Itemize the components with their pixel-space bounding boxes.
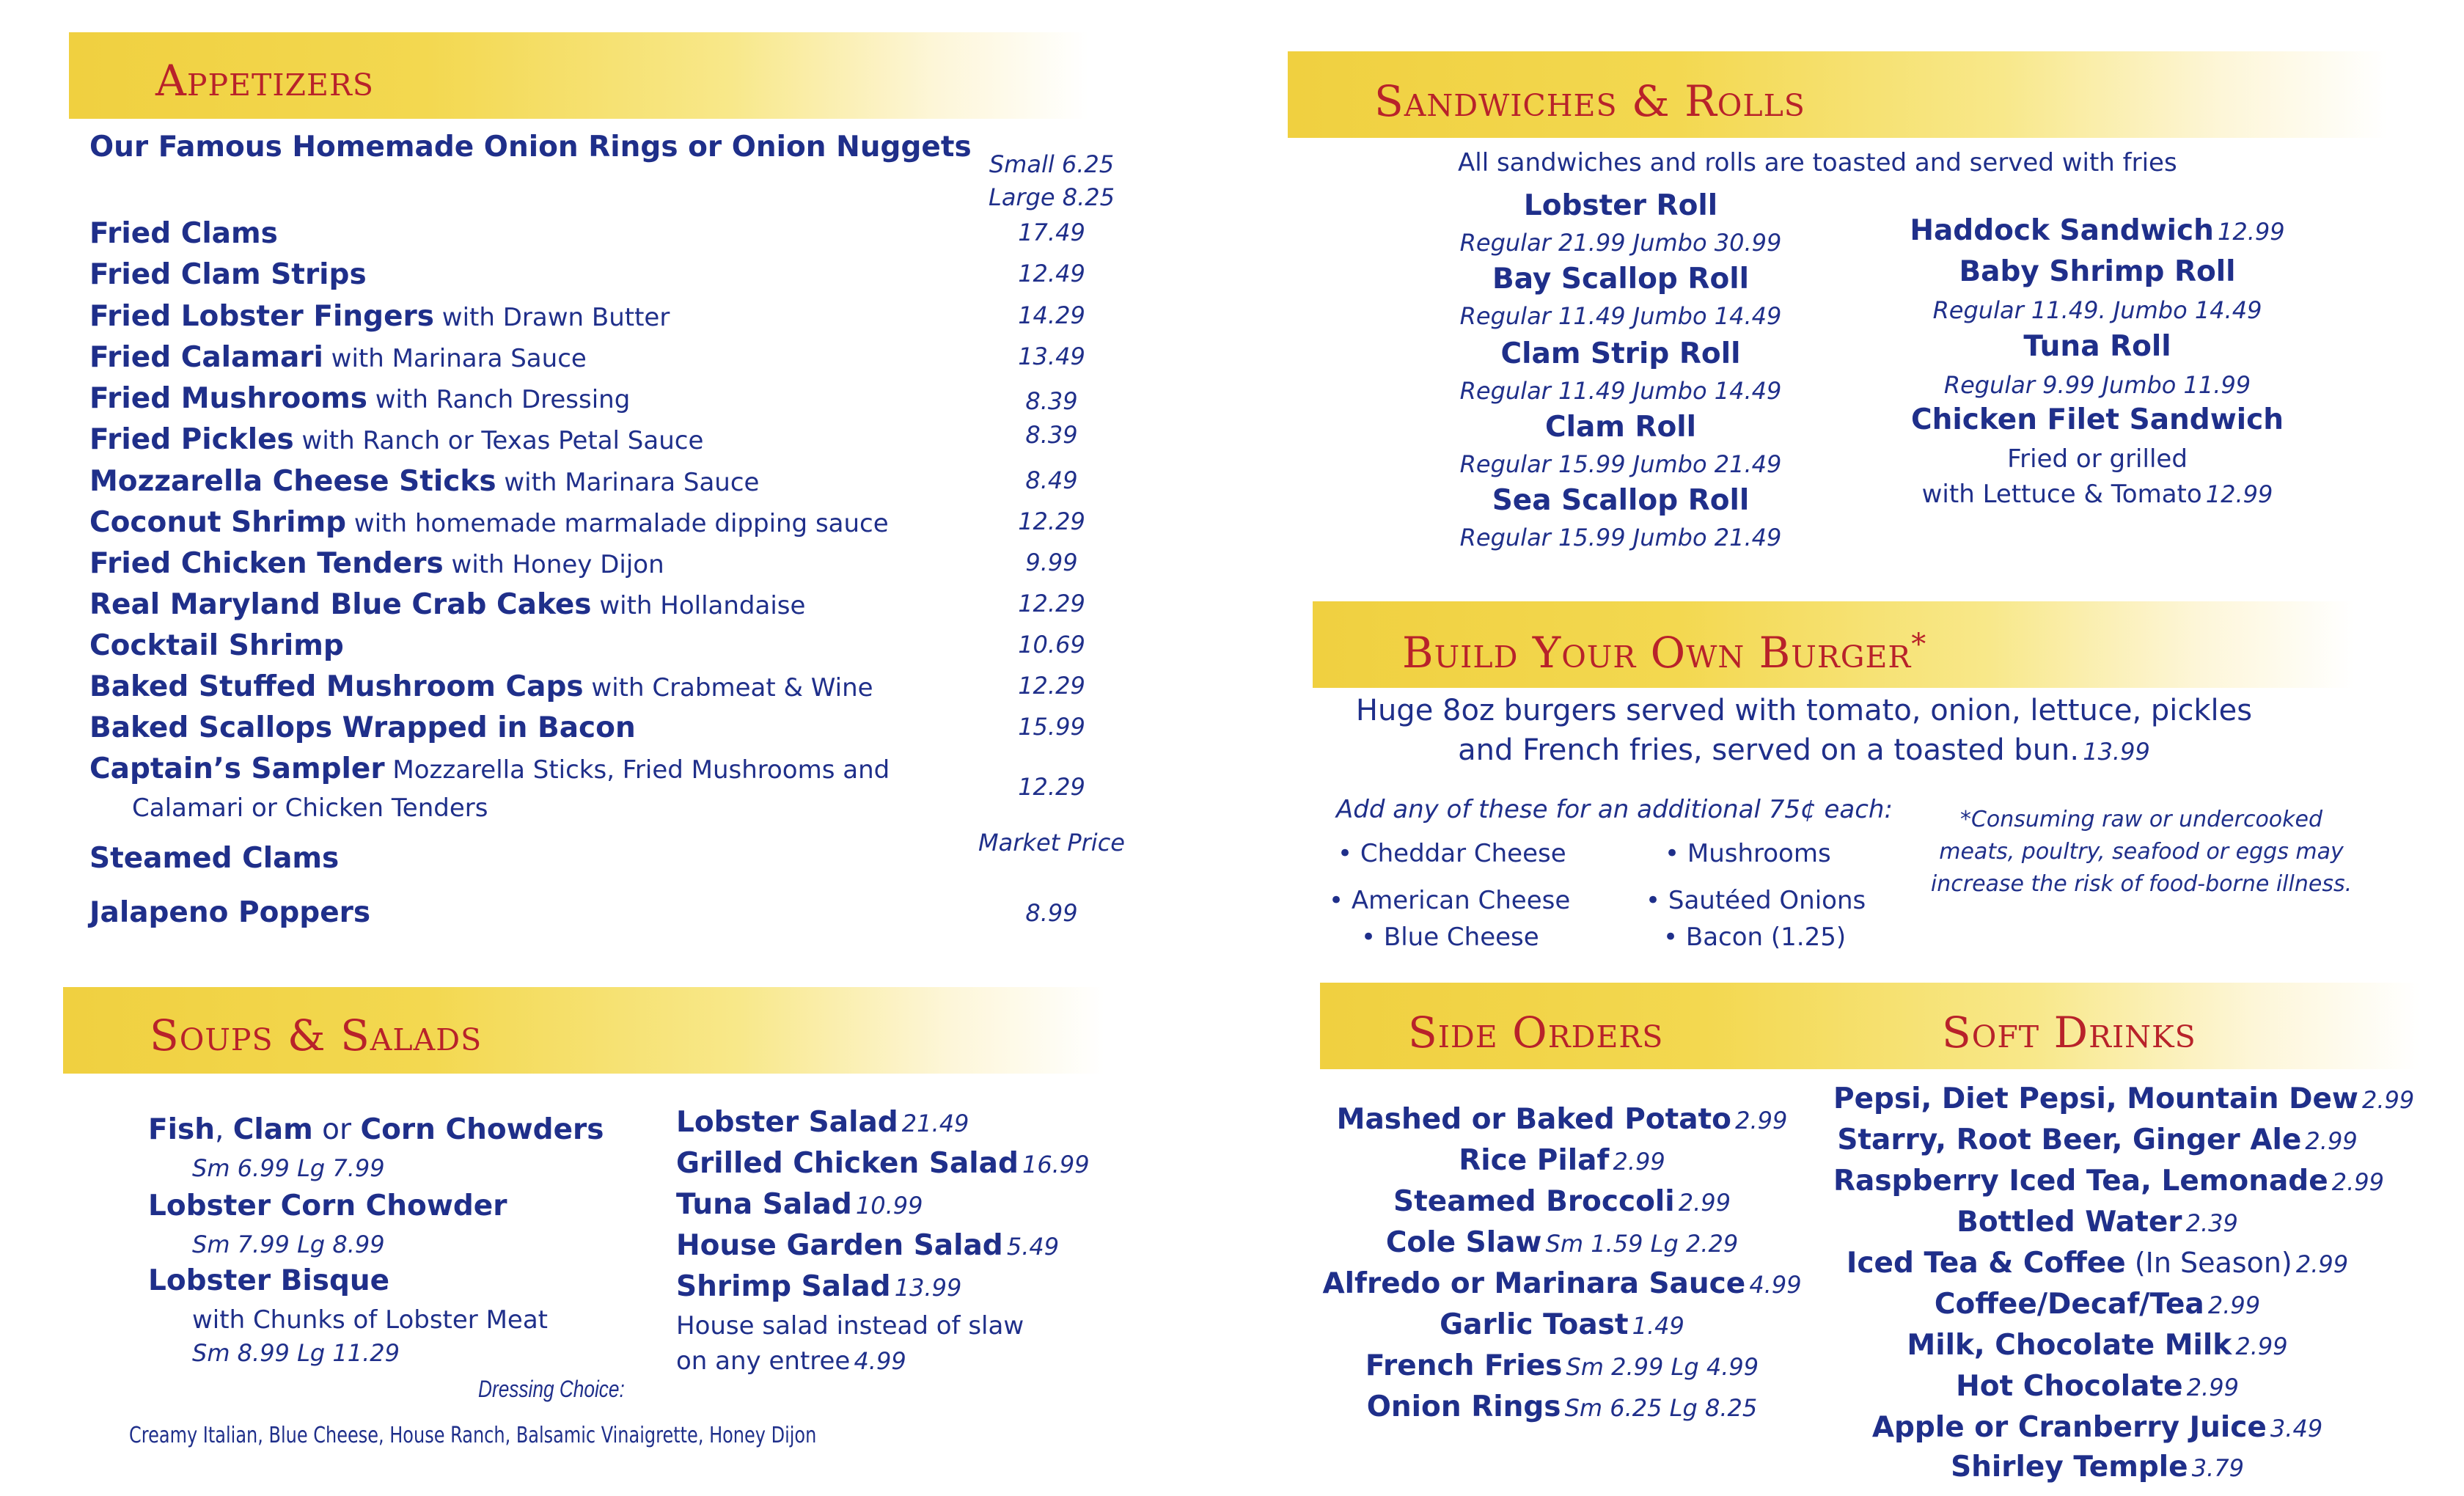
item-price: Regular 11.49 Jumbo 14.49 (1459, 302, 1782, 330)
item-price: 2.99 (2362, 1086, 2415, 1114)
item-price: 8.49 (1025, 466, 1078, 494)
house-salad-note-line2 (676, 1346, 906, 1376)
item-price: 4.99 (1749, 1271, 1802, 1299)
menu-item-name: Chicken Filet Sandwich (1911, 403, 2284, 436)
menu-item-name: Grilled Chicken Salad (676, 1147, 1019, 1180)
menu-item (676, 1270, 961, 1303)
menu-item-name: Baby Shrimp Roll (1959, 255, 2236, 288)
menu-item (89, 842, 339, 875)
menu-item (1833, 1329, 2361, 1362)
menu-item-desc: with Marinara Sauce (496, 468, 760, 497)
menu-item (1833, 1370, 2361, 1403)
menu-item (89, 465, 759, 498)
item-price: 12.29 (1018, 590, 1085, 617)
menu-item-name: Raspberry Iced Tea, Lemonade (1833, 1165, 2328, 1198)
menu-item (89, 258, 367, 291)
menu-item (1313, 1390, 1811, 1423)
menu-item-name: Fried Clam Strips (89, 258, 367, 291)
menu-item (1877, 480, 2317, 509)
item-price: 2.99 (2305, 1127, 2358, 1155)
menu-item (89, 752, 890, 785)
item-price: 15.99 (1018, 713, 1085, 741)
menu-item (1313, 1226, 1811, 1259)
item-price: Sm 6.99 Lg 7.99 (192, 1154, 385, 1182)
menu-item-desc: with Drawn Butter (433, 303, 670, 332)
addon-label: Sautéed Onions (1668, 886, 1866, 915)
menu-item-name: Tuna Salad (676, 1188, 852, 1221)
item-price: 9.99 (1025, 549, 1078, 576)
burger-desc-line2 (1320, 733, 2288, 767)
item-price: Regular 11.49. Jumbo 14.49 (1932, 296, 2262, 324)
menu-item-name: Mozzarella Cheese Sticks (89, 465, 496, 498)
burger-title-star: * (1911, 628, 1927, 661)
addon-item: • Blue Cheese (1361, 923, 1539, 952)
item-price: 2.39 (2185, 1209, 2238, 1237)
menu-item (89, 629, 344, 662)
menu-item (89, 547, 664, 580)
burger-price: 13.99 (2083, 738, 2150, 766)
item-price: 10.99 (855, 1192, 923, 1220)
menu-item (1833, 1123, 2361, 1156)
item-price: Market Price (978, 829, 1125, 857)
sandwiches-title: Sandwiches & Rolls (1374, 76, 1805, 126)
item-price: 14.29 (1018, 301, 1085, 329)
item-price: Regular 15.99 Jumbo 21.49 (1459, 450, 1782, 478)
addon-label: Cheddar Cheese (1360, 839, 1566, 868)
menu-item-name: Rice Pilaf (1459, 1144, 1610, 1177)
item-price: 2.99 (1678, 1189, 1731, 1217)
menu-item-name: Pepsi, Diet Pepsi, Mountain Dew (1833, 1082, 2358, 1115)
menu-item-desc: with Ranch Dressing (367, 385, 631, 414)
item-price: 21.49 (901, 1110, 969, 1137)
item-price: 12.29 (1018, 507, 1085, 535)
menu-item (1833, 1247, 2361, 1280)
drinks-title: Soft Drinks (1942, 1008, 2196, 1057)
menu-item-name: Coffee/Decaf/Tea (1934, 1288, 2204, 1321)
dressing-label: Dressing Choice: (478, 1376, 625, 1402)
item-price: 3.49 (2270, 1415, 2323, 1442)
menu-item (1313, 1144, 1811, 1177)
addon-item: • Cheddar Cheese (1338, 839, 1566, 868)
soups-title: Soups & Salads (150, 1011, 483, 1060)
menu-item-desc: Calamari or Chicken Tenders (132, 793, 488, 823)
item-price: 12.99 (2218, 218, 2285, 246)
menu-item (89, 588, 805, 621)
menu-item-name: Starry, Root Beer, Ginger Ale (1837, 1123, 2302, 1156)
menu-item (1877, 214, 2317, 247)
menu-item-name: Fish (148, 1113, 215, 1146)
menu-item-name: Fried Chicken Tenders (89, 547, 444, 580)
item-price: Sm 6.25 Lg 8.25 (1564, 1394, 1758, 1422)
menu-item-name: Sea Scallop Roll (1492, 484, 1750, 517)
menu-item-desc: Mozzarella Sticks, Fried Mushrooms and (384, 755, 890, 785)
menu-item-name: Hot Chocolate (1956, 1370, 2183, 1403)
menu-item-name: House Garden Salad (676, 1229, 1003, 1262)
menu-item-name: Bottled Water (1957, 1206, 2182, 1239)
item-price: 3.79 (2191, 1454, 2244, 1482)
menu-item (89, 506, 889, 539)
menu-item-name: Fried Calamari (89, 341, 323, 374)
menu-item-desc: with Honey Dijon (443, 550, 664, 579)
menu-item-name: Onion Rings (1366, 1390, 1561, 1423)
addon-item: • Bacon (1.25) (1663, 923, 1847, 952)
menu-item-name: Baked Stuffed Mushroom Caps (89, 670, 584, 703)
menu-item (1833, 1206, 2361, 1239)
menu-item-name: Tuna Roll (2023, 330, 2171, 363)
menu-item-sep: or (312, 1113, 361, 1146)
menu-item-name: Fried Lobster Fingers (89, 300, 434, 333)
menu-item (89, 341, 587, 374)
addon-label: Mushrooms (1687, 839, 1831, 868)
item-price: 10.69 (1018, 631, 1085, 659)
menu-item (89, 711, 636, 744)
menu-item (1833, 1451, 2361, 1484)
dressing-list: Creamy Italian, Blue Cheese, House Ranch, Balsamic Vinaigrette, Honey Dijon (129, 1423, 817, 1448)
menu-item (89, 423, 703, 456)
item-price: Regular 15.99 Jumbo 21.49 (1459, 524, 1782, 551)
menu-item (89, 217, 278, 250)
menu-item-name: Garlic Toast (1440, 1308, 1629, 1341)
food-warning-line1: *Consuming raw or undercooked (1959, 807, 2323, 832)
menu-item (1313, 1185, 1811, 1218)
item-price: 12.29 (1018, 672, 1085, 700)
menu-item-desc: with Hollandaise (591, 591, 806, 620)
item-price: 2.99 (2207, 1291, 2261, 1319)
menu-item-name: Steamed Broccoli (1393, 1185, 1675, 1218)
item-price: 2.99 (2295, 1250, 2349, 1278)
menu-item-desc: with Ranch or Texas Petal Sauce (293, 426, 704, 455)
item-price: Regular 21.99 Jumbo 30.99 (1459, 229, 1782, 257)
sandwiches-subtitle: All sandwiches and rolls are toasted and served with fries (1458, 148, 2177, 177)
menu-item-name: Cocktail Shrimp (89, 629, 344, 662)
menu-item (1313, 1103, 1811, 1136)
item-price: Sm 2.99 Lg 4.99 (1566, 1353, 1759, 1381)
item-price: 1.49 (1632, 1312, 1684, 1340)
menu-item (1313, 1267, 1811, 1300)
item-price: 2.99 (2235, 1332, 2288, 1360)
menu-item-name: Fried Clams (89, 217, 278, 250)
addons-label: Add any of these for an additional 75¢ each: (1336, 795, 1893, 824)
addon-label: Bacon (1.25) (1685, 923, 1847, 952)
item-price: Sm 1.59 Lg 2.29 (1545, 1230, 1739, 1258)
item-price: 12.99 (2205, 480, 2273, 508)
menu-item (1833, 1082, 2415, 1115)
addon-item: • Mushrooms (1665, 839, 1831, 868)
menu-item-name: Bay Scallop Roll (1492, 263, 1749, 296)
menu-item-name: Mashed or Baked Potato (1336, 1103, 1731, 1136)
item-price: 2.99 (1735, 1107, 1788, 1134)
item-price: 2.99 (2186, 1374, 2239, 1401)
item-price: Regular 9.99 Jumbo 11.99 (1943, 371, 2251, 399)
menu-item-extra: (In Season) (2125, 1247, 2292, 1279)
menu-item-desc: with homemade marmalade dipping sauce (346, 509, 889, 538)
item-price: 2.99 (2331, 1168, 2384, 1196)
addon-item: • American Cheese (1329, 886, 1571, 915)
appetizers-title: Appetizers (155, 56, 374, 106)
menu-item (1833, 1411, 2361, 1444)
menu-item-name: Lobster Roll (1523, 189, 1718, 222)
menu-item-name: Lobster Salad (676, 1106, 898, 1139)
menu-item-name: Clam (232, 1113, 313, 1146)
menu-item-desc: with Lettuce & Tomato (1921, 480, 2202, 509)
menu-item (676, 1147, 1090, 1180)
menu-item-name: Corn Chowders (360, 1113, 604, 1146)
item-price: Regular 11.49 Jumbo 14.49 (1459, 377, 1782, 405)
menu-item (676, 1106, 969, 1139)
sides-title: Side Orders (1408, 1008, 1664, 1057)
item-price: Large 8.25 (988, 183, 1115, 211)
item-price: 12.29 (1018, 773, 1085, 801)
addon-label: Blue Cheese (1383, 923, 1539, 952)
item-price: Small 6.25 (989, 150, 1115, 178)
menu-item (1313, 1349, 1811, 1382)
menu-item (89, 382, 630, 415)
menu-item-desc: with Chunks of Lobster Meat (192, 1305, 549, 1335)
menu-item (1833, 1165, 2384, 1198)
menu-item-desc: with Marinara Sauce (323, 344, 587, 373)
item-price: Sm 7.99 Lg 8.99 (192, 1231, 385, 1258)
menu-item (676, 1188, 923, 1221)
item-price: Sm 8.99 Lg 11.29 (192, 1339, 400, 1367)
menu-item-name: Steamed Clams (89, 842, 340, 875)
menu-item-name: Lobster Corn Chowder (148, 1189, 507, 1222)
menu-item-name: Haddock Sandwich (1910, 214, 2214, 247)
item-price: 13.99 (894, 1274, 962, 1302)
menu-item (1833, 1288, 2361, 1321)
item-price: 8.99 (1025, 899, 1078, 927)
burger-desc-text: and French fries, served on a toasted bun. (1458, 733, 2080, 767)
menu-item-name: Iced Tea & Coffee (1846, 1247, 2126, 1280)
addon-label: American Cheese (1351, 886, 1571, 915)
item-price: 17.49 (1018, 219, 1085, 246)
house-salad-note-text: on any entree (676, 1346, 851, 1376)
menu-item-name: Alfredo or Marinara Sauce (1322, 1267, 1746, 1300)
menu-item-name: Baked Scallops Wrapped in Bacon (89, 711, 636, 744)
menu-item (1313, 1308, 1811, 1341)
menu-item-desc: with Crabmeat & Wine (583, 673, 873, 703)
menu-item-name: Captain’s Sampler (89, 752, 385, 785)
item-price: 2.99 (1613, 1148, 1665, 1176)
menu-item (89, 670, 873, 703)
menu-item-name: Shrimp Salad (676, 1270, 891, 1303)
burger-title-text: Build Your Own Burger (1402, 628, 1912, 678)
burger-desc-line1: Huge 8oz burgers served with tomato, onion, lettuce, pickles (1355, 694, 2253, 727)
item-price: 8.39 (1025, 421, 1078, 449)
menu-item-name: Our Famous Homemade Onion Rings or Onion Nuggets (89, 131, 972, 164)
menu-item-name: Fried Pickles (89, 423, 294, 456)
addon-item: • Sautéed Onions (1646, 886, 1866, 915)
menu-item-name: Lobster Bisque (148, 1264, 390, 1297)
menu-item-sep: , (215, 1113, 233, 1146)
menu-item-name: Apple or Cranberry Juice (1871, 1411, 2267, 1444)
item-price: 13.49 (1018, 342, 1085, 370)
menu-item-name: Cole Slaw (1385, 1226, 1542, 1259)
house-salad-note: House salad instead of slaw (676, 1311, 1024, 1341)
menu-item-name: Jalapeno Poppers (89, 896, 371, 929)
burger-title (1402, 628, 1926, 678)
item-price: 5.49 (1006, 1233, 1060, 1261)
menu-item-name: French Fries (1365, 1349, 1563, 1382)
menu-item-name: Milk, Chocolate Milk (1907, 1329, 2232, 1362)
menu-item-name: Clam Strip Roll (1500, 337, 1741, 370)
menu-item (89, 896, 370, 929)
menu-item-name: Real Maryland Blue Crab Cakes (89, 588, 592, 621)
menu-item-name: Fried Mushrooms (89, 382, 367, 415)
item-price: 4.99 (854, 1347, 906, 1375)
food-warning-line2: meats, poultry, seafood or eggs may (1939, 839, 2344, 865)
item-price: 8.39 (1025, 387, 1078, 415)
menu-item (89, 300, 670, 333)
menu-item-name: Clam Roll (1544, 411, 1697, 444)
menu-item-name: Coconut Shrimp (89, 506, 347, 539)
menu-item (676, 1229, 1059, 1262)
food-warning-line3: increase the risk of food-borne illness. (1930, 871, 2353, 897)
menu-item-name: Shirley Temple (1951, 1451, 2188, 1484)
item-price: 16.99 (1022, 1151, 1090, 1178)
item-price: 12.49 (1018, 260, 1085, 287)
menu-item-desc: Fried or grilled (2007, 444, 2188, 474)
menu-item (148, 1113, 604, 1146)
